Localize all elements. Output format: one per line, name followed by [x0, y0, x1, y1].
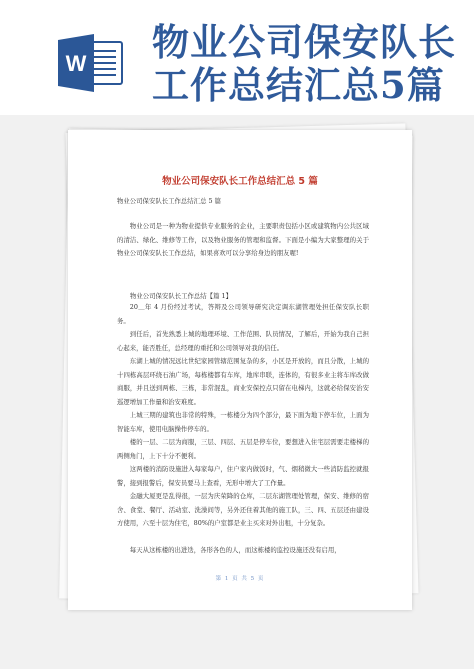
document-page — [68, 130, 412, 610]
body-paragraph: 楼的一层、二层为商服，三层、四层、五层是停车位，要想进入住宅层需要走楼梯的两侧角门，上下十分不便利。 — [117, 438, 369, 460]
body-paragraph: 这两楼的消防设施进入每家每户，住户家内做饭时，气、烟稍微大一些消防监控就报警，接到报警后，保安员要马上查看，无形中增大了工作量。 — [117, 465, 369, 487]
document-title: 物业公司保安队长工作总结汇总 5 篇 — [162, 176, 318, 187]
logo-letter: W — [65, 51, 87, 76]
body-paragraph: 20＿年 4 月份经过考试，答辩及公司领导研究决定调东湖管理处担任保安队长职务。 — [117, 303, 369, 325]
body-paragraph: 上城三期的建筑也非常的特殊，一栋楼分为四个部分，最下面为地下停车位，上面为智能车库，使用电脑操作停车的。 — [117, 411, 369, 433]
banner-title-line-2: 工作总结汇总5篇 — [152, 63, 445, 107]
body-paragraph: 金融大厦更是乱得很，一层为庆荣降的仓库，二层东湖管理处管理，保安、维修的宿舍、食堂、餐厅、活动室、洗澡间等，另外还住着其他的施工队，三、四、五层还由建设方使用，六至十层为住宅，80%的户室都是业主买来对外出租，十分复杂。 — [117, 492, 369, 528]
document-subtitle: 物业公司保安队长工作总结汇总 5 篇 — [117, 197, 221, 205]
header-banner — [0, 0, 474, 115]
intro-paragraph: 物业公司是一种为物业提供专业服务的企业，主要职责包括小区或建筑物内公共区域的清洁、绿化、维修等工作，以及物业服务的管理和监督。下面是小编为大家整理的关于物业公司保安队长工作总结，如果喜欢可以分享给身边的朋友喔! — [117, 222, 369, 258]
word-document-icon — [56, 34, 126, 92]
page-number-footer: 第 1 页 共 5 页 — [215, 576, 265, 582]
body-paragraph: 到任后，首先熟悉上城的地理环境、工作范围、队员情况，了解后，开始为我自己担心起来，能否胜任，总经理的重托和公司领导对我的信任。 — [117, 330, 369, 352]
body-paragraph: 每天从这栋楼的出进迭，各形各色的人，而这栋楼的监控设施还没有启用， — [129, 546, 341, 554]
body-paragraph: 东湖上城的情况远比世纪家园管辖范围复杂的多，小区是开放的，而且分散，上城的十四栋高层环绕石油广场，每栋楼都有车库，地库串联，连体的，有很多业主将车库改做商服，并且送到两栋、三栋，非常混乱，商业安保控点只留在电梯内，这就必给保安治安巡逻增加工作量和治安难度。 — [117, 357, 369, 406]
section-heading: 物业公司保安队长工作总结【篇 1】 — [130, 292, 232, 300]
banner-title-line-1: 物业公司保安队长 — [152, 20, 456, 64]
